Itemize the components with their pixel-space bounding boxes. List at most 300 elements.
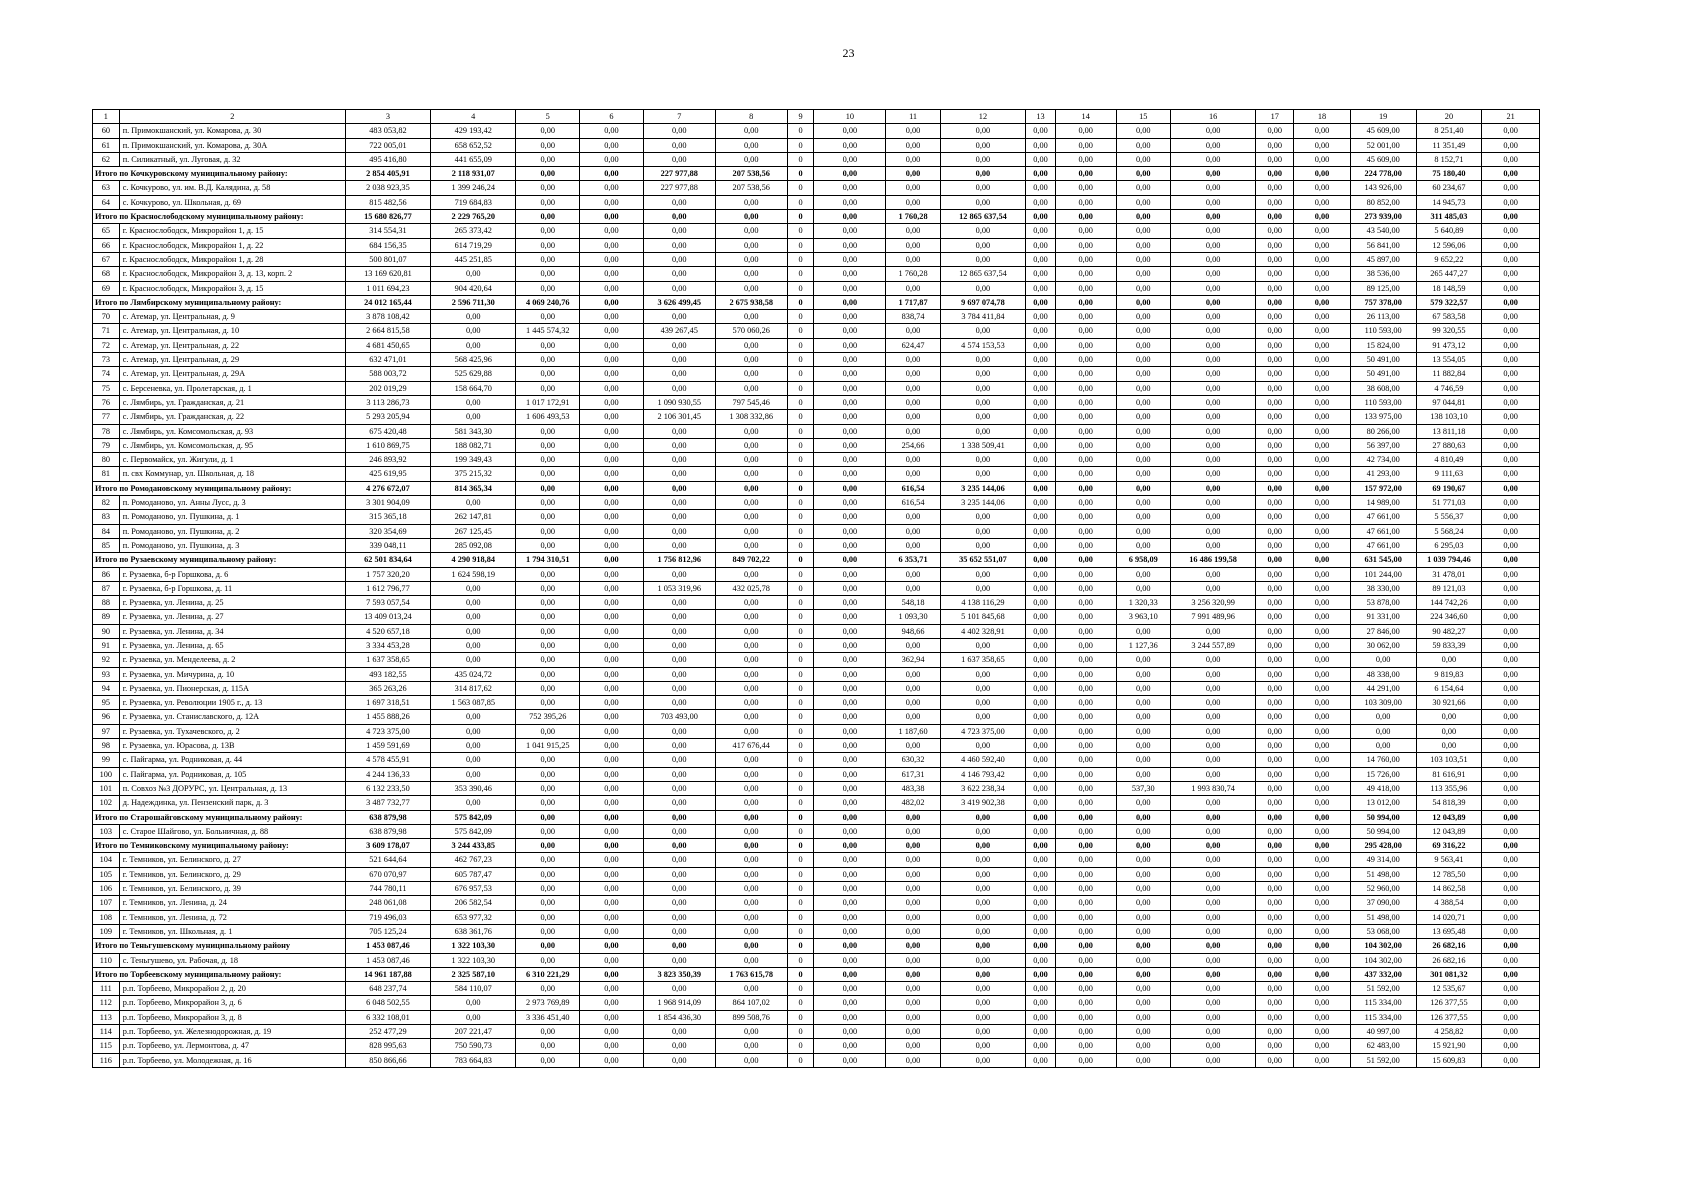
row-number-cell: 74 — [93, 367, 120, 381]
address-cell: п. Ромоданово, ул. Пушкина, д. 1 — [119, 510, 345, 524]
value-cell: 0,00 — [1256, 810, 1294, 824]
value-cell: 90 482,27 — [1416, 624, 1482, 638]
value-cell: 0,00 — [715, 681, 787, 695]
value-cell: 51 592,00 — [1350, 1053, 1416, 1067]
value-cell: 0,00 — [814, 696, 886, 710]
value-cell: 0,00 — [1482, 696, 1540, 710]
value-cell: 0 — [787, 338, 814, 352]
value-cell: 0,00 — [1055, 167, 1116, 181]
value-cell: 0,00 — [580, 124, 644, 138]
value-cell: 1 968 914,09 — [643, 996, 715, 1010]
address-cell: п. Силикатный, ул. Луговая, д. 32 — [119, 152, 345, 166]
value-cell: 0,00 — [1170, 395, 1255, 409]
value-cell: 0,00 — [1294, 953, 1351, 967]
value-cell: 0 — [787, 510, 814, 524]
value-cell: 0,00 — [1170, 324, 1255, 338]
value-cell: 9 652,22 — [1416, 252, 1482, 266]
value-cell: 0,00 — [940, 967, 1025, 981]
value-cell: 0,00 — [814, 567, 886, 581]
value-cell: 0,00 — [1170, 624, 1255, 638]
value-cell: 4 244 136,33 — [345, 767, 430, 781]
value-cell: 0,00 — [580, 438, 644, 452]
value-cell: 0,00 — [1256, 410, 1294, 424]
value-cell: 0,00 — [643, 653, 715, 667]
value-cell: 1 053 319,96 — [643, 581, 715, 595]
address-cell: с. Берсеневка, ул. Пролетарская, д. 1 — [119, 381, 345, 395]
value-cell: 0,00 — [1026, 824, 1056, 838]
table-row — [93, 152, 1540, 166]
value-cell: 0,00 — [1116, 839, 1170, 853]
value-cell: 0,00 — [886, 810, 940, 824]
value-cell: 0,00 — [940, 839, 1025, 853]
value-cell: 1 760,28 — [886, 267, 940, 281]
value-cell: 0,00 — [580, 195, 644, 209]
value-cell: 0,00 — [940, 152, 1025, 166]
value-cell: 0,00 — [886, 524, 940, 538]
value-cell: 0,00 — [431, 753, 516, 767]
value-cell: 0,00 — [886, 1053, 940, 1067]
value-cell: 0,00 — [516, 167, 580, 181]
value-cell: 0,00 — [1055, 867, 1116, 881]
value-cell: 0,00 — [814, 367, 886, 381]
row-number-cell: 69 — [93, 281, 120, 295]
value-cell: 0,00 — [1482, 438, 1540, 452]
value-cell: 3 609 178,07 — [345, 839, 430, 853]
value-cell: 26 682,16 — [1416, 939, 1482, 953]
value-cell: 13 169 620,81 — [345, 267, 430, 281]
value-cell: 0,00 — [1482, 238, 1540, 252]
value-cell: 0,00 — [643, 524, 715, 538]
address-cell: п. Примокшанский, ул. Комарова, д. 30А — [119, 138, 345, 152]
value-cell: 0,00 — [886, 581, 940, 595]
value-cell: 0,00 — [580, 767, 644, 781]
row-number-cell: 65 — [93, 224, 120, 238]
value-cell: 0,00 — [1170, 724, 1255, 738]
value-cell: 670 070,97 — [345, 867, 430, 881]
address-cell: п. Примокшанский, ул. Комарова, д. 30 — [119, 124, 345, 138]
value-cell: 0,00 — [940, 395, 1025, 409]
value-cell: 248 061,08 — [345, 896, 430, 910]
value-cell: 0,00 — [1116, 453, 1170, 467]
value-cell: 0,00 — [1256, 367, 1294, 381]
value-cell: 0,00 — [1482, 681, 1540, 695]
value-cell: 0,00 — [580, 281, 644, 295]
table-row — [93, 510, 1540, 524]
value-cell: 0,00 — [1026, 124, 1056, 138]
value-cell: 0,00 — [1026, 967, 1056, 981]
address-cell: г. Рузаевка, ул. Станиславского, д. 12А — [119, 710, 345, 724]
value-cell: 521 644,64 — [345, 853, 430, 867]
table-row — [93, 624, 1540, 638]
value-cell: 0,00 — [1055, 267, 1116, 281]
column-number-cell: 18 — [1294, 110, 1351, 124]
address-cell: п. Ромоданово, ул. Анны Лусс, д. 3 — [119, 496, 345, 510]
row-number-cell: 73 — [93, 353, 120, 367]
value-cell: 0,00 — [516, 810, 580, 824]
value-cell: 0,00 — [1256, 324, 1294, 338]
value-cell: 0,00 — [814, 124, 886, 138]
value-cell: 3 244 557,89 — [1170, 638, 1255, 652]
value-cell: 50 994,00 — [1350, 824, 1416, 838]
value-cell: 0,00 — [1026, 882, 1056, 896]
value-cell: 0,00 — [516, 624, 580, 638]
value-cell: 0 — [787, 395, 814, 409]
value-cell: 0,00 — [1294, 724, 1351, 738]
value-cell: 0,00 — [1482, 967, 1540, 981]
value-cell: 0,00 — [516, 496, 580, 510]
column-number-cell: 1 — [93, 110, 120, 124]
budget-table — [92, 109, 1540, 1068]
value-cell: 0,00 — [580, 696, 644, 710]
value-cell: 0,00 — [643, 767, 715, 781]
value-cell: 26 682,16 — [1416, 953, 1482, 967]
row-number-cell: 93 — [93, 667, 120, 681]
value-cell: 0,00 — [1116, 381, 1170, 395]
value-cell: 0,00 — [1026, 924, 1056, 938]
value-cell: 0,00 — [1294, 767, 1351, 781]
value-cell: 0,00 — [715, 753, 787, 767]
value-cell: 624,47 — [886, 338, 940, 352]
row-number-cell: 113 — [93, 1010, 120, 1024]
value-cell: 0,00 — [1294, 681, 1351, 695]
value-cell: 1 459 591,69 — [345, 739, 430, 753]
value-cell: 1 993 830,74 — [1170, 781, 1255, 795]
value-cell: 0,00 — [1026, 438, 1056, 452]
value-cell: 199 349,43 — [431, 453, 516, 467]
value-cell: 0,00 — [1294, 295, 1351, 309]
value-cell: 0,00 — [516, 124, 580, 138]
value-cell: 0,00 — [1026, 181, 1056, 195]
table-row — [93, 324, 1540, 338]
value-cell: 0,00 — [886, 1025, 940, 1039]
value-cell: 0,00 — [1256, 210, 1294, 224]
value-cell: 0,00 — [1116, 238, 1170, 252]
value-cell: 0 — [787, 839, 814, 853]
value-cell: 1 322 103,30 — [431, 939, 516, 953]
value-cell: 605 787,47 — [431, 867, 516, 881]
value-cell: 0 — [787, 696, 814, 710]
value-cell: 97 044,81 — [1416, 395, 1482, 409]
value-cell: 0,00 — [940, 167, 1025, 181]
value-cell: 0,00 — [516, 424, 580, 438]
value-cell: 110 593,00 — [1350, 395, 1416, 409]
address-cell: г. Рузаевка, б-р Горшкова, д. 11 — [119, 581, 345, 595]
value-cell: 9 111,63 — [1416, 467, 1482, 481]
value-cell: 0,00 — [814, 496, 886, 510]
value-cell: 18 148,59 — [1416, 281, 1482, 295]
value-cell: 0,00 — [1116, 824, 1170, 838]
value-cell: 12 865 637,54 — [940, 267, 1025, 281]
address-cell: г. Краснослободск, Микрорайон 3, д. 13, корп. 2 — [119, 267, 345, 281]
address-cell: п. свх Коммунар, ул. Школьная, д. 18 — [119, 467, 345, 481]
value-cell: 0,00 — [715, 367, 787, 381]
value-cell: 43 540,00 — [1350, 224, 1416, 238]
value-cell: 51 592,00 — [1350, 982, 1416, 996]
value-cell: 1 606 493,53 — [516, 410, 580, 424]
value-cell: 0,00 — [580, 567, 644, 581]
address-cell: с. Теньгушево, ул. Рабочая, д. 18 — [119, 953, 345, 967]
value-cell: 0,00 — [1482, 638, 1540, 652]
value-cell: 3 244 433,85 — [431, 839, 516, 853]
table-row — [93, 181, 1540, 195]
value-cell: 8 152,71 — [1416, 152, 1482, 166]
value-cell: 0,00 — [814, 882, 886, 896]
value-cell: 0,00 — [516, 824, 580, 838]
value-cell: 62 501 834,64 — [345, 553, 430, 567]
value-cell: 0,00 — [814, 924, 886, 938]
value-cell: 0,00 — [715, 882, 787, 896]
value-cell: 0,00 — [431, 767, 516, 781]
value-cell: 7 593 057,54 — [345, 596, 430, 610]
value-cell: 500 801,07 — [345, 252, 430, 266]
value-cell: 0,00 — [1055, 967, 1116, 981]
value-cell: 0,00 — [1055, 481, 1116, 495]
value-cell: 0,00 — [1256, 824, 1294, 838]
value-cell: 0,00 — [715, 453, 787, 467]
value-cell: 104 302,00 — [1350, 953, 1416, 967]
value-cell: 0,00 — [1256, 152, 1294, 166]
value-cell: 0,00 — [1026, 610, 1056, 624]
value-cell: 0,00 — [1116, 667, 1170, 681]
value-cell: 0,00 — [940, 824, 1025, 838]
value-cell: 0 — [787, 910, 814, 924]
value-cell: 6 958,09 — [1116, 553, 1170, 567]
value-cell: 0,00 — [431, 310, 516, 324]
value-cell: 0,00 — [1294, 939, 1351, 953]
value-cell: 3 336 451,40 — [516, 1010, 580, 1024]
value-cell: 12 865 637,54 — [940, 210, 1025, 224]
value-cell: 320 354,69 — [345, 524, 430, 538]
value-cell: 0,00 — [886, 424, 940, 438]
row-number-cell: 98 — [93, 739, 120, 753]
table-row — [93, 467, 1540, 481]
value-cell: 4 681 450,65 — [345, 338, 430, 352]
value-cell: 224 778,00 — [1350, 167, 1416, 181]
value-cell: 0,00 — [886, 538, 940, 552]
value-cell: 0,00 — [1170, 167, 1255, 181]
value-cell: 0,00 — [1294, 596, 1351, 610]
value-cell: 0,00 — [1026, 1010, 1056, 1024]
value-cell: 0,00 — [814, 867, 886, 881]
value-cell: 0,00 — [1482, 224, 1540, 238]
value-cell: 0,00 — [1116, 581, 1170, 595]
value-cell: 617,31 — [886, 767, 940, 781]
value-cell: 0,00 — [940, 667, 1025, 681]
value-cell: 31 478,01 — [1416, 567, 1482, 581]
value-cell: 0,00 — [1170, 653, 1255, 667]
value-cell: 0,00 — [1116, 882, 1170, 896]
value-cell: 0,00 — [1482, 724, 1540, 738]
value-cell: 0,00 — [1482, 753, 1540, 767]
value-cell: 0,00 — [1482, 924, 1540, 938]
value-cell: 0,00 — [1294, 367, 1351, 381]
table-row — [93, 796, 1540, 810]
value-cell: 0,00 — [1294, 853, 1351, 867]
value-cell: 0,00 — [1026, 638, 1056, 652]
value-cell: 4 723 375,00 — [345, 724, 430, 738]
value-cell: 0,00 — [431, 610, 516, 624]
value-cell: 0,00 — [1294, 1039, 1351, 1053]
value-cell: 828 995,63 — [345, 1039, 430, 1053]
value-cell: 0,00 — [1294, 996, 1351, 1010]
value-cell: 0,00 — [643, 853, 715, 867]
value-cell: 1 453 087,46 — [345, 939, 430, 953]
value-cell: 0,00 — [643, 310, 715, 324]
value-cell: 0 — [787, 724, 814, 738]
table-row — [93, 524, 1540, 538]
value-cell: 0,00 — [1026, 410, 1056, 424]
value-cell: 0,00 — [643, 338, 715, 352]
value-cell: 0 — [787, 810, 814, 824]
value-cell: 0,00 — [1294, 610, 1351, 624]
value-cell: 1 127,36 — [1116, 638, 1170, 652]
value-cell: 0 — [787, 496, 814, 510]
address-cell: г. Рузаевка, ул. Ленина, д. 34 — [119, 624, 345, 638]
value-cell: 0,00 — [1256, 224, 1294, 238]
table-row — [93, 767, 1540, 781]
value-cell: 0,00 — [1116, 267, 1170, 281]
value-cell: 0,00 — [1116, 496, 1170, 510]
value-cell: 0 — [787, 538, 814, 552]
value-cell: 0,00 — [1055, 181, 1116, 195]
value-cell: 38 608,00 — [1350, 381, 1416, 395]
column-number-cell: 21 — [1482, 110, 1540, 124]
value-cell: 273 939,00 — [1350, 210, 1416, 224]
subtotal-label: Итого по Темниковскому муниципальному району: — [93, 839, 346, 853]
value-cell: 38 330,00 — [1350, 581, 1416, 595]
value-cell: 0,00 — [1256, 553, 1294, 567]
subtotal-row — [93, 553, 1540, 567]
value-cell: 0,00 — [643, 238, 715, 252]
address-cell: р.п. Торбеево, Микрорайон 3, д. 6 — [119, 996, 345, 1010]
row-number-cell: 91 — [93, 638, 120, 652]
value-cell: 0,00 — [886, 824, 940, 838]
value-cell: 0,00 — [516, 596, 580, 610]
value-cell: 0,00 — [1256, 510, 1294, 524]
value-cell: 0 — [787, 238, 814, 252]
address-cell: г. Рузаевка, ул. Революции 1905 г., д. 13 — [119, 696, 345, 710]
value-cell: 0,00 — [1055, 910, 1116, 924]
value-cell: 0,00 — [1026, 767, 1056, 781]
value-cell: 89 121,03 — [1416, 581, 1482, 595]
value-cell: 0,00 — [643, 424, 715, 438]
value-cell: 0 — [787, 295, 814, 309]
value-cell: 6 132 233,50 — [345, 781, 430, 795]
value-cell: 1 455 888,26 — [345, 710, 430, 724]
value-cell: 0,00 — [643, 910, 715, 924]
value-cell: 0,00 — [1170, 824, 1255, 838]
value-cell: 0,00 — [580, 710, 644, 724]
value-cell: 0,00 — [940, 424, 1025, 438]
value-cell: 0,00 — [715, 524, 787, 538]
value-cell: 0,00 — [814, 524, 886, 538]
table-row — [93, 381, 1540, 395]
value-cell: 13 811,18 — [1416, 424, 1482, 438]
column-number-cell: 19 — [1350, 110, 1416, 124]
value-cell: 13 554,05 — [1416, 353, 1482, 367]
value-cell: 0,00 — [1116, 438, 1170, 452]
address-cell: г. Рузаевка, ул. Ленина, д. 25 — [119, 596, 345, 610]
value-cell: 584 110,07 — [431, 982, 516, 996]
value-cell: 0,00 — [715, 824, 787, 838]
value-cell: 0,00 — [940, 181, 1025, 195]
value-cell: 0,00 — [940, 924, 1025, 938]
value-cell: 783 664,83 — [431, 1053, 516, 1067]
subtotal-label: Итого по Лямбирскому муниципальному району: — [93, 295, 346, 309]
value-cell: 0,00 — [940, 324, 1025, 338]
value-cell: 0,00 — [940, 696, 1025, 710]
value-cell: 301 081,32 — [1416, 967, 1482, 981]
value-cell: 0,00 — [1026, 910, 1056, 924]
row-number-cell: 90 — [93, 624, 120, 638]
value-cell: 0,00 — [1170, 453, 1255, 467]
value-cell: 0,00 — [715, 481, 787, 495]
value-cell: 0,00 — [1482, 210, 1540, 224]
value-cell: 0,00 — [715, 896, 787, 910]
value-cell: 0,00 — [1055, 510, 1116, 524]
value-cell: 493 182,55 — [345, 667, 430, 681]
value-cell: 439 267,45 — [643, 324, 715, 338]
value-cell: 0,00 — [1026, 667, 1056, 681]
value-cell: 0,00 — [1116, 524, 1170, 538]
value-cell: 0,00 — [1294, 653, 1351, 667]
row-number-cell: 81 — [93, 467, 120, 481]
value-cell: 0,00 — [516, 653, 580, 667]
row-number-cell: 112 — [93, 996, 120, 1010]
value-cell: 0,00 — [1482, 610, 1540, 624]
table-row — [93, 195, 1540, 209]
value-cell: 5 568,24 — [1416, 524, 1482, 538]
value-cell: 0,00 — [1116, 724, 1170, 738]
value-cell: 0,00 — [940, 581, 1025, 595]
address-cell: р.п. Торбеево, ул. Молодежная, д. 16 — [119, 1053, 345, 1067]
value-cell: 252 477,29 — [345, 1025, 430, 1039]
value-cell: 0,00 — [1256, 610, 1294, 624]
value-cell: 91 473,12 — [1416, 338, 1482, 352]
value-cell: 0,00 — [1026, 381, 1056, 395]
value-cell: 0,00 — [1055, 467, 1116, 481]
value-cell: 56 397,00 — [1350, 438, 1416, 452]
value-cell: 26 113,00 — [1350, 310, 1416, 324]
row-number-cell: 108 — [93, 910, 120, 924]
value-cell: 0,00 — [1294, 324, 1351, 338]
value-cell: 0,00 — [1116, 252, 1170, 266]
value-cell: 0,00 — [580, 167, 644, 181]
value-cell: 0,00 — [1170, 1053, 1255, 1067]
value-cell: 0,00 — [1055, 1025, 1116, 1039]
value-cell: 0,00 — [1256, 381, 1294, 395]
value-cell: 0 — [787, 367, 814, 381]
value-cell: 0,00 — [1294, 1025, 1351, 1039]
value-cell: 0,00 — [643, 624, 715, 638]
table-row — [93, 596, 1540, 610]
value-cell: 0,00 — [1294, 438, 1351, 452]
value-cell: 0,00 — [814, 781, 886, 795]
address-cell: р.п. Торбеево, Микрорайон 2, д. 20 — [119, 982, 345, 996]
value-cell: 0,00 — [516, 896, 580, 910]
value-cell: 0,00 — [886, 1010, 940, 1024]
row-number-cell: 70 — [93, 310, 120, 324]
value-cell: 0,00 — [1170, 381, 1255, 395]
value-cell: 5 640,89 — [1416, 224, 1482, 238]
table-row — [93, 882, 1540, 896]
value-cell: 0,00 — [580, 653, 644, 667]
page-number: 23 — [842, 46, 855, 60]
value-cell: 0,00 — [580, 810, 644, 824]
value-cell: 16 486 199,58 — [1170, 553, 1255, 567]
value-cell: 0,00 — [886, 910, 940, 924]
value-cell: 0,00 — [814, 1025, 886, 1039]
